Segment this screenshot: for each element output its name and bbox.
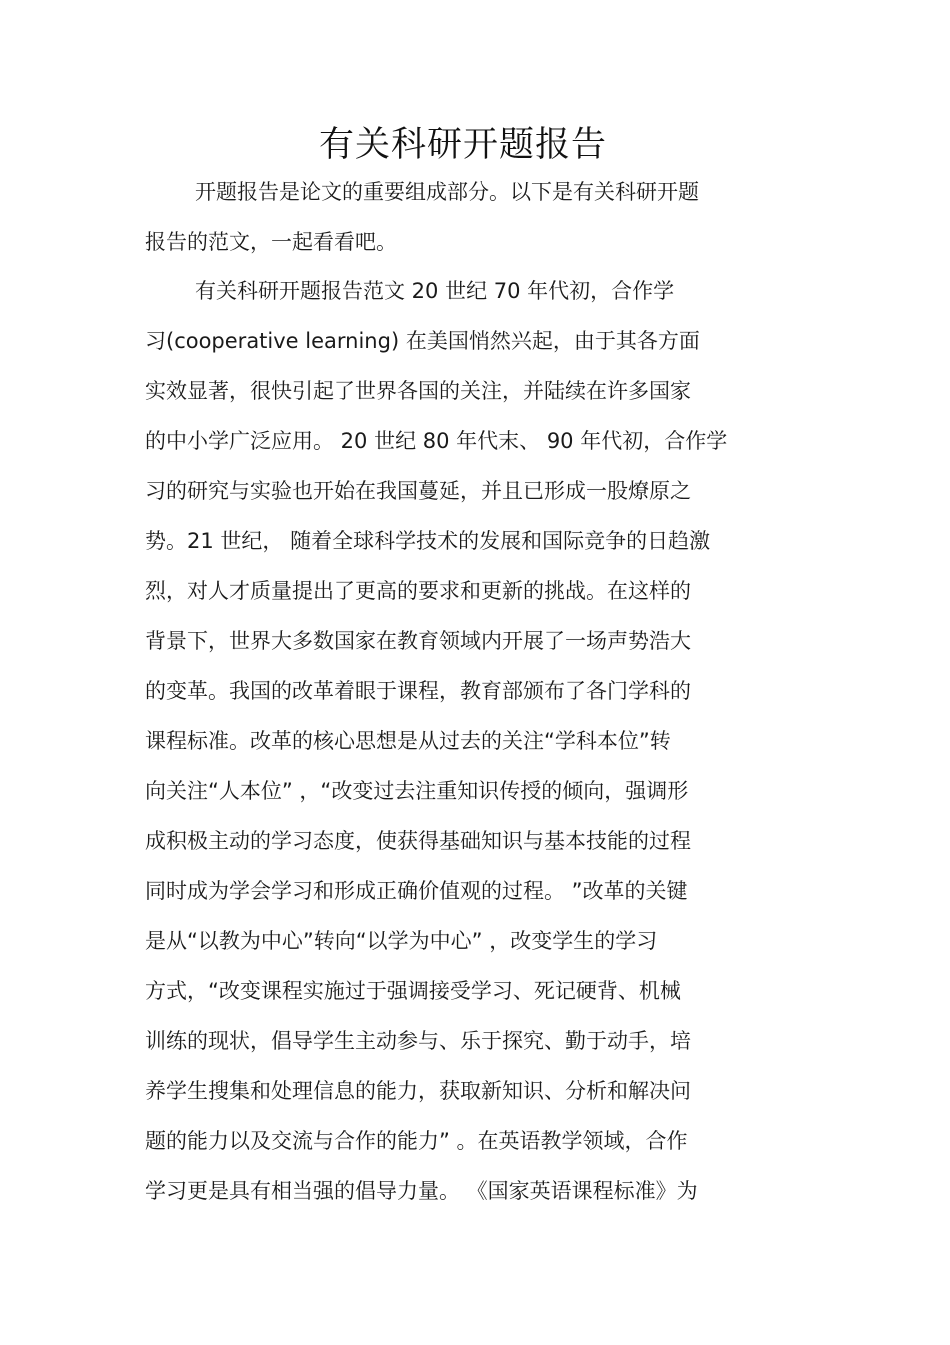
paragraph-line: 报告的范文，一起看看吧。	[145, 230, 397, 254]
paragraph-line: 训练的现状，倡导学生主动参与、乐于探究、勤于动手，培	[145, 1029, 691, 1053]
document-title: 有关科研开题报告	[318, 125, 607, 165]
paragraph-line: 向关注“人本位” ，“改变过去注重知识传授的倾向，强调形	[145, 779, 689, 803]
paragraph-line: 有关科研开题报告范文 20 世纪 70 年代初，合作学	[195, 279, 675, 303]
paragraph-line: 习的研究与实验也开始在我国蔓延，并且已形成一股燎原之	[145, 479, 691, 503]
paragraph-line: 题的能力以及交流与合作的能力” 。在英语教学领域，合作	[145, 1129, 688, 1153]
paragraph-line: 开题报告是论文的重要组成部分。以下是有关科研开题	[195, 180, 699, 204]
paragraph-line: 习(cooperative learning) 在美国悄然兴起，由于其各方面	[145, 329, 700, 353]
paragraph-line: 方式，“改变课程实施过于强调接受学习、死记硬背、机械	[145, 979, 681, 1003]
paragraph-line: 烈，对人才质量提出了更高的要求和更新的挑战。在这样的	[145, 579, 691, 603]
paragraph-line: 背景下，世界大多数国家在教育领域内开展了一场声势浩大	[145, 629, 691, 653]
paragraph-line: 学习更是具有相当强的倡导力量。 《国家英语课程标准》为	[145, 1179, 698, 1203]
paragraph-line: 是从“以教为中心”转向“以学为中心” ，改变学生的学习	[145, 929, 658, 953]
paragraph-line: 实效显著，很快引起了世界各国的关注，并陆续在许多国家	[145, 379, 691, 403]
paragraph-line: 势。21 世纪， 随着全球科学技术的发展和国际竞争的日趋激	[145, 529, 711, 553]
paragraph-line: 课程标准。改革的核心思想是从过去的关注“学科本位”转	[145, 729, 671, 753]
paragraph-line: 的中小学广泛应用。 20 世纪 80 年代末、 90 年代初，合作学	[145, 429, 728, 453]
paragraph-line: 的变革。我国的改革着眼于课程，教育部颁布了各门学科的	[145, 679, 691, 703]
paragraph-line: 成积极主动的学习态度，使获得基础知识与基本技能的过程	[145, 829, 691, 853]
paragraph-line: 同时成为学会学习和形成正确价值观的过程。 ”改革的关键	[145, 879, 688, 903]
paragraph-line: 养学生搜集和处理信息的能力，获取新知识、分析和解决问	[145, 1079, 691, 1103]
